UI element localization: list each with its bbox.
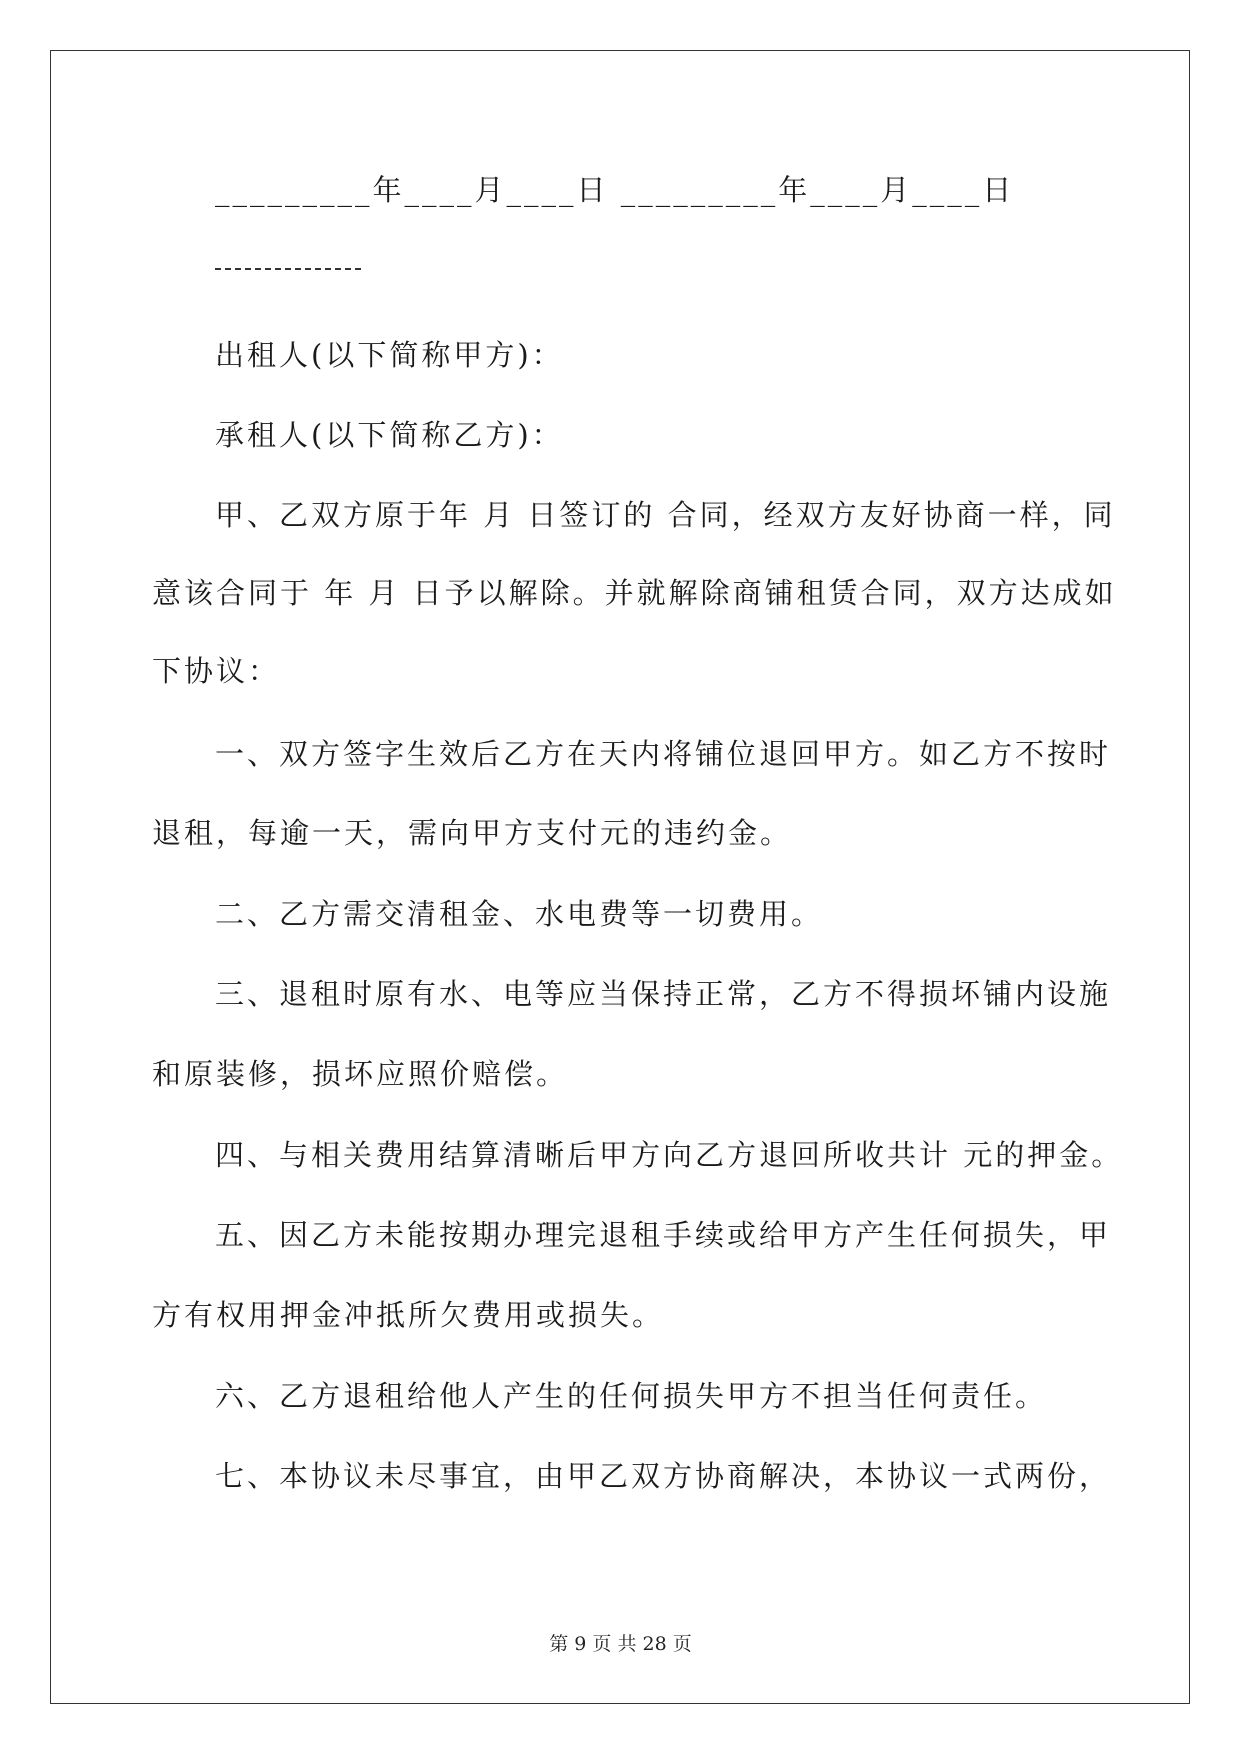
clause-1-line-2: 退租，每逾一天，需向甲方支付元的违约金。	[152, 816, 793, 850]
clause-3-line-2: 和原装修，损坏应照价赔偿。	[152, 1057, 569, 1091]
paragraph-intro-line-3: 下协议：	[152, 654, 281, 688]
page-number-footer: 第 9 页 共 28 页	[549, 1633, 692, 1655]
clause-3-line-1: 三、退租时原有水、电等应当保持正常，乙方不得损坏铺内设施	[215, 977, 1112, 1011]
paragraph-intro-line-1: 甲、乙双方原于年 月 日签订的 合同，经双方友好协商一样，同	[215, 498, 1116, 532]
signature-dash-line	[215, 268, 361, 270]
lessor-line: 出租人(以下简称甲方)：	[215, 338, 564, 372]
clause-5-line-1: 五、因乙方未能按期办理完退租手续或给甲方产生任何损失，甲	[215, 1218, 1112, 1252]
clause-4-line: 四、与相关费用结算清晰后甲方向乙方退回所收共计 元的押金。	[215, 1138, 1124, 1172]
clause-6-line: 六、乙方退租给他人产生的任何损失甲方不担当任何责任。	[215, 1379, 1048, 1413]
date-line: _________年____月____日 _________年____月____日	[215, 173, 1015, 207]
clause-5-line-2: 方有权用押金冲抵所欠费用或损失。	[152, 1298, 665, 1332]
clause-2-line: 二、乙方需交清租金、水电费等一切费用。	[215, 897, 824, 931]
clause-1-line-1: 一、双方签字生效后乙方在天内将铺位退回甲方。如乙方不按时	[215, 737, 1112, 771]
paragraph-intro-line-2: 意该合同于 年 月 日予以解除。并就解除商铺租赁合同，双方达成如	[152, 576, 1117, 610]
lessee-line: 承租人(以下简称乙方)：	[215, 418, 564, 452]
clause-7-line-1: 七、本协议未尽事宜，由甲乙双方协商解决，本协议一式两份，	[215, 1459, 1112, 1493]
